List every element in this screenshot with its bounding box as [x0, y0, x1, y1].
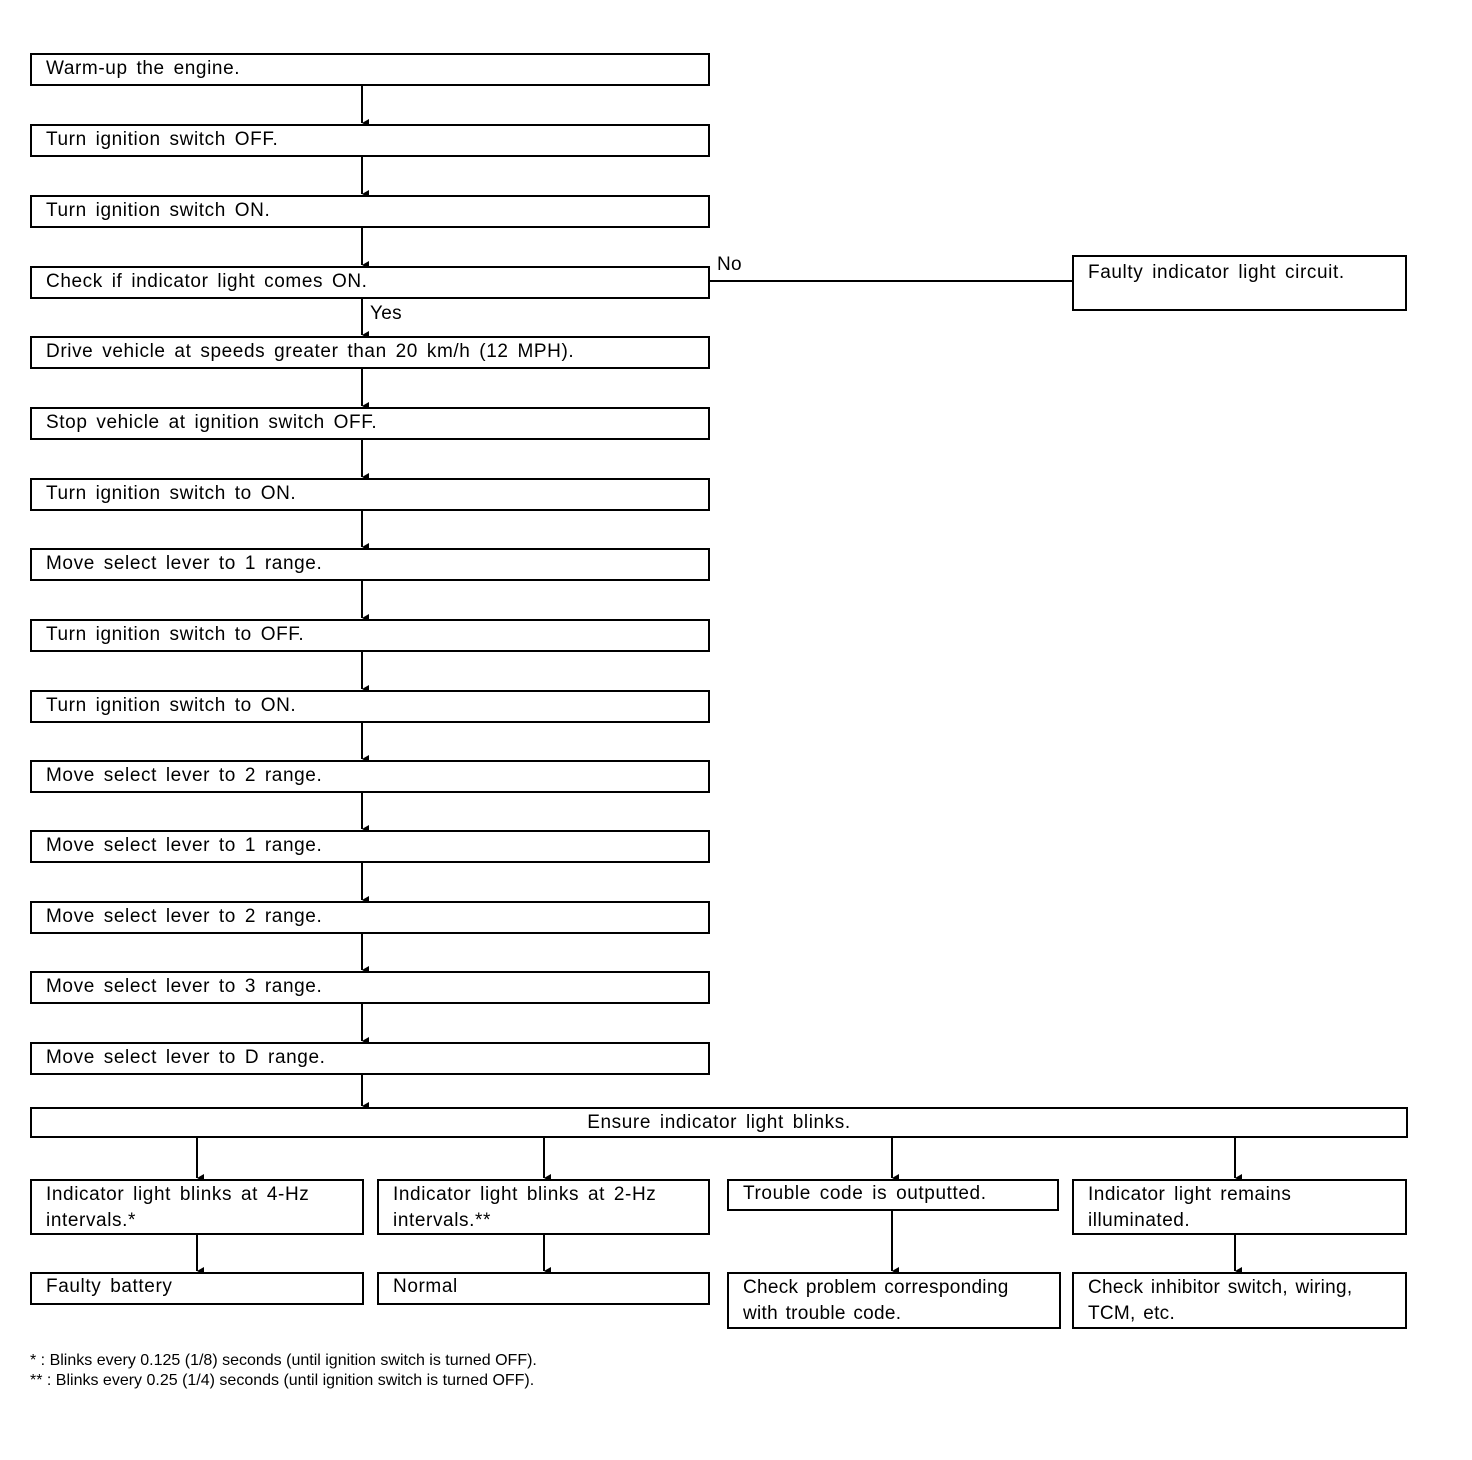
no-label: No	[717, 254, 742, 275]
step-select-lever-3: Move select lever to 3 range.	[30, 971, 710, 1004]
result-check-problem-box: Check problem corresponding with trouble code.	[727, 1272, 1061, 1329]
step-select-lever-d: Move select lever to D range.	[30, 1042, 710, 1075]
footnote-single-asterisk: * : Blinks every 0.125 (1/8) seconds (until ignition switch is turned OFF).	[30, 1352, 537, 1369]
faulty-indicator-circuit-box: Faulty indicator light circuit.	[1072, 255, 1407, 311]
step-drive-vehicle: Drive vehicle at speeds greater than 20 km/h (12 MPH).	[30, 336, 710, 369]
result-normal-box: Normal	[377, 1272, 710, 1305]
step-select-lever-2: Move select lever to 2 range.	[30, 760, 710, 793]
step-turn-ignition-off: Turn ignition switch OFF.	[30, 124, 710, 157]
step-stop-vehicle: Stop vehicle at ignition switch OFF.	[30, 407, 710, 440]
result-faulty-battery-box: Faulty battery	[30, 1272, 364, 1305]
ensure-indicator-blinks-box: Ensure indicator light blinks.	[30, 1107, 1408, 1138]
outcome-2hz-box: Indicator light blinks at 2-Hz intervals.**	[377, 1179, 710, 1235]
outcome-trouble-code-box: Trouble code is outputted.	[727, 1179, 1059, 1211]
step-turn-ignition-to-on-2: Turn ignition switch to ON.	[30, 690, 710, 723]
footnote-double-asterisk: ** : Blinks every 0.25 (1/4) seconds (until ignition switch is turned OFF).	[30, 1372, 535, 1389]
step-warm-up-engine: Warm-up the engine.	[30, 53, 710, 86]
step-select-lever-2-2: Move select lever to 2 range.	[30, 901, 710, 934]
outcome-remains-illuminated-box: Indicator light remains illuminated.	[1072, 1179, 1407, 1235]
step-check-indicator-light: Check if indicator light comes ON.	[30, 266, 710, 299]
step-turn-ignition-to-on: Turn ignition switch to ON.	[30, 478, 710, 511]
step-select-lever-1-2: Move select lever to 1 range.	[30, 830, 710, 863]
outcome-4hz-box: Indicator light blinks at 4-Hz intervals.*	[30, 1179, 364, 1235]
step-turn-ignition-to-off: Turn ignition switch to OFF.	[30, 619, 710, 652]
yes-label: Yes	[370, 303, 402, 324]
result-check-inhibitor-box: Check inhibitor switch, wiring, TCM, etc.	[1072, 1272, 1407, 1329]
step-select-lever-1: Move select lever to 1 range.	[30, 548, 710, 581]
step-turn-ignition-on: Turn ignition switch ON.	[30, 195, 710, 228]
